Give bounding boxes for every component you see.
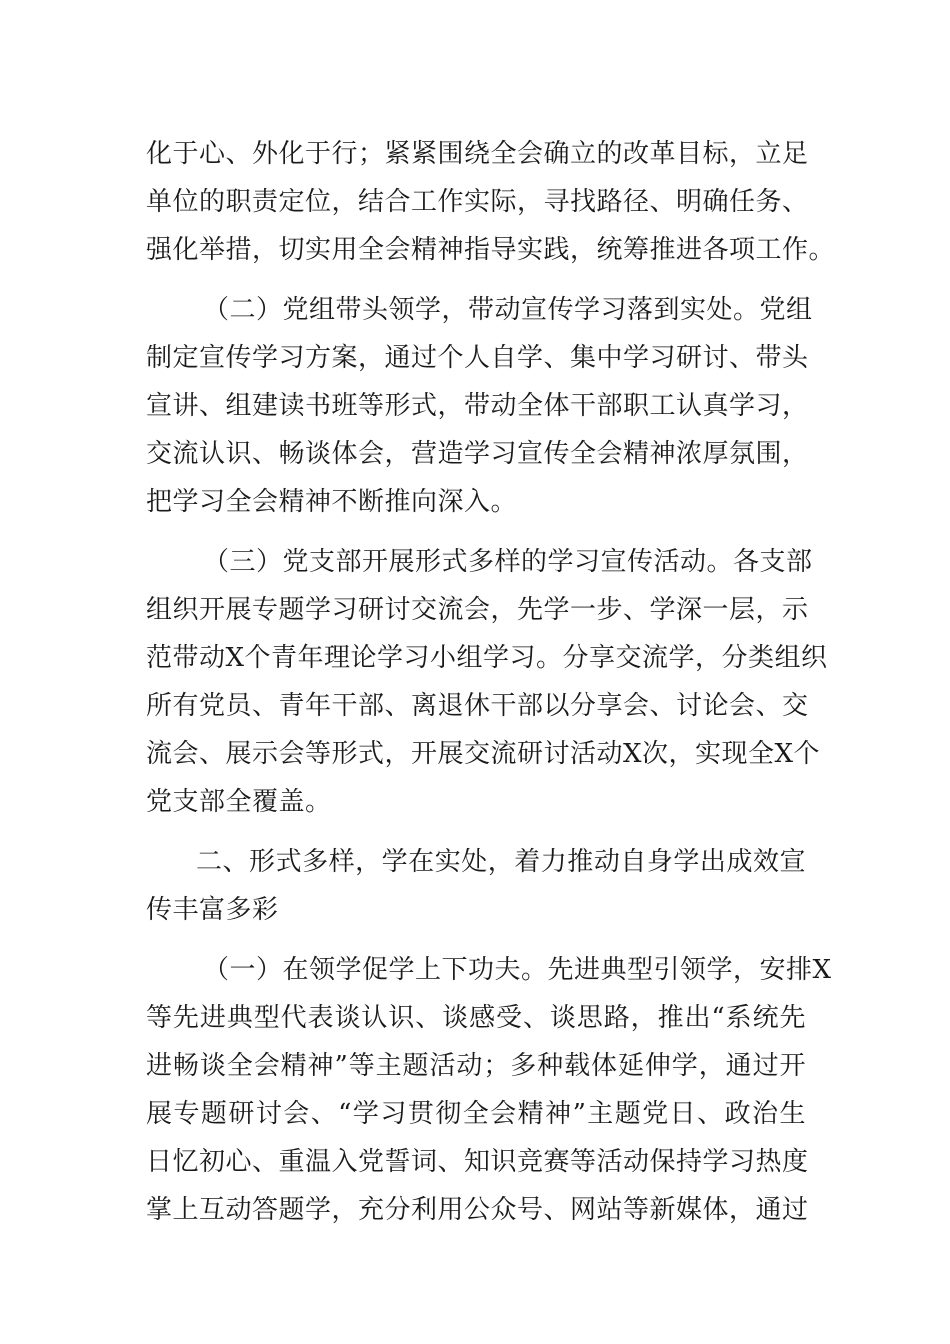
text-line: 制定宣传学习方案，通过个人自学、集中学习研讨、带头 bbox=[146, 343, 809, 373]
paragraph bbox=[146, 130, 836, 274]
text-line: 化于心、外化于行；紧紧围绕全会确立的改革目标，立足 bbox=[146, 139, 809, 169]
paragraph bbox=[146, 286, 813, 526]
text-line: 流会、展示会等形式，开展交流研讨活动X次，实现全X个 bbox=[146, 739, 821, 769]
text-line: 党支部全覆盖。 bbox=[146, 787, 332, 817]
text-line: 掌上互动答题学，充分利用公众号、网站等新媒体，通过 bbox=[146, 1195, 809, 1225]
text-line: 二、形式多样，学在实处，着力推动自身学出成效宣 bbox=[196, 847, 806, 877]
text-line: 等先进典型代表谈认识、谈感受、谈思路，推出“系统先 bbox=[146, 1003, 806, 1033]
paragraph bbox=[146, 538, 828, 826]
text-line: 组织开展专题学习研讨交流会，先学一步、学深一层，示 bbox=[146, 595, 809, 625]
text-line: 把学习全会精神不断推向深入。 bbox=[146, 487, 518, 517]
text-line: 进畅谈全会精神”等主题活动；多种载体延伸学，通过开 bbox=[146, 1051, 806, 1081]
text-line: 强化举措，切实用全会精神指导实践，统筹推进各项工作。 bbox=[146, 235, 836, 265]
text-line: （一）在领学促学上下功夫。先进典型引领学，安排X bbox=[203, 955, 832, 985]
text-line: 传丰富多彩 bbox=[146, 895, 279, 925]
text-line: 展专题研讨会、“学习贯彻全会精神”主题党日、政治生 bbox=[146, 1099, 806, 1129]
text-line: 宣讲、组建读书班等形式，带动全体干部职工认真学习， bbox=[146, 391, 809, 421]
text-line: 单位的职责定位，结合工作实际，寻找路径、明确任务、 bbox=[146, 187, 809, 217]
document-body bbox=[146, 130, 836, 1234]
section-heading bbox=[146, 838, 806, 934]
text-line: （三）党支部开展形式多样的学习宣传活动。各支部 bbox=[203, 547, 813, 577]
text-line: （二）党组带头领学，带动宣传学习落到实处。党组 bbox=[203, 295, 813, 325]
text-line: 日忆初心、重温入党誓词、知识竞赛等活动保持学习热度 bbox=[146, 1147, 809, 1177]
text-line: 所有党员、青年干部、离退休干部以分享会、讨论会、交 bbox=[146, 691, 809, 721]
paragraph bbox=[146, 946, 832, 1234]
text-line: 范带动X个青年理论学习小组学习。分享交流学，分类组织 bbox=[146, 643, 828, 673]
text-line: 交流认识、畅谈体会，营造学习宣传全会精神浓厚氛围， bbox=[146, 439, 809, 469]
